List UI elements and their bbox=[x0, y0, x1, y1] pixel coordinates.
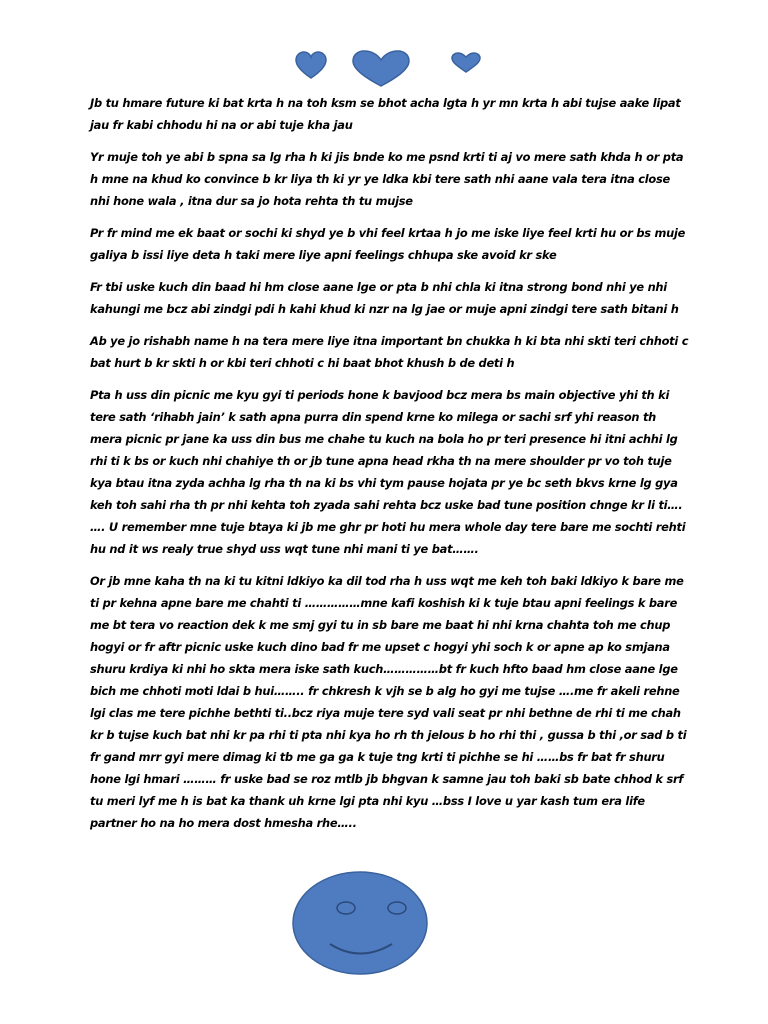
paragraph: Pr fr mind me ek baat or sochi ki shyd ye b vhi feel krtaa h jo me iske liye feel krti hu or bs muje galiya b issi liye deta h taki mere liye apni feelings chhupa ske avoid kr ske bbox=[90, 226, 686, 262]
heart-icon bbox=[452, 53, 480, 72]
paragraph: Pta h uss din picnic me kyu gyi ti periods hone k bavjood bcz mera bs main objective yhi th ki tere sath ‘rihabh jain’ k sath apna purra din spend krne ko milega or sachi srf yhi reason th mera picnic pr jane ka uss din bus me chahe tu kuch na bola ho pr teri presence hi itni achhi lg rhi ti k bs or kuch nhi chahiye th or jb tune apna head rkha th na mere shoulder pr vo toh tuje kya btau itna zyda achha lg rha th na ki bs vhi tym pause hojata pr ye bc seth bkvs krne lg gya keh toh sahi rha th pr nhi kehta toh zyada sahi rehta bcz uske bad tune position chnge kr li ti…. …. U remember mne tuje btaya ki jb me ghr pr hoti hu mera whole day tere bare me sochti rehti hu nd it ws realy true shyd uss wqt tune nhi mani ti ye bat……. bbox=[90, 388, 686, 556]
letter-body bbox=[90, 92, 690, 844]
smiley-face bbox=[293, 872, 427, 974]
paragraph: Or jb mne kaha th na ki tu kitni ldkiyo ka dil tod rha h uss wqt me keh toh baki ldkiyo k bare me ti pr kehna apne bare me chahti ti ……………mne kafi koshish ki k tuje btau apni feelings k bare me bt tera vo reaction dek k me smj gyi tu in sb bare me baat hi nhi krna chahta toh me chup hogyi or fr aftr picnic uske kuch dino bad fr me upset c hogyi yhi soch k or apne ap ko smjana shuru krdiya ki nhi ho skta mera iske sath kuch……………bt fr kuch hfto baad hm close aane lge bich me chhoti moti ldai b hui…….. fr chkresh k vjh se b alg ho gyi me tujse ….me fr akeli rehne lgi clas me tere pichhe bethti ti..bcz riya muje tere syd vali seat pr nhi bethne de rhi ti me chah kr b tujse kuch bat nhi kr pa rhi ti pta nhi kya ho rh th jelous b ho rhi thi , gussa b thi ,or sad b ti fr gand mrr gyi mere dimag ki tb me ga ga k tuje tng krti ti pichhe se hi ……bs fr bat fr shuru hone lgi hmari ……… fr uske bad se roz mtlb jb bhgvan k samne jau toh baki sb bate chhod k srf tu meri lyf me h is bat ka thank uh krne lgi pta nhi kyu …bss I love u yar kash tum era life partner ho na ho mera dost hmesha rhe….. bbox=[90, 574, 687, 830]
left-eye bbox=[337, 902, 355, 914]
heart-icon bbox=[353, 51, 409, 86]
heart-icon bbox=[296, 52, 326, 78]
hearts-row bbox=[0, 48, 768, 92]
right-eye bbox=[388, 902, 406, 914]
paragraph: Ab ye jo rishabh name h na tera mere liye itna important bn chukka h ki bta nhi skti teri chhoti c bat hurt b kr skti h or kbi teri chhoti c hi baat bhot khush b de deti h bbox=[90, 334, 689, 370]
paragraph: Fr tbi uske kuch din baad hi hm close aane lge or pta b nhi chla ki itna strong bond nhi ye nhi kahungi me bcz abi zindgi pdi h kahi khud ki nzr na lg jae or muje apni zindgi tere sath bitani h bbox=[90, 280, 679, 316]
paragraph: Jb tu hmare future ki bat krta h na toh ksm se bhot acha lgta h yr mn krta h abi tujse aake lipat jau fr kabi chhodu hi na or abi tuje kha jau bbox=[90, 96, 681, 132]
smiley-face-icon bbox=[290, 867, 430, 977]
paragraph: Yr muje toh ye abi b spna sa lg rha h ki jis bnde ko me psnd krti ti aj vo mere sath khda h or pta h mne na khud ko convince b kr liya th ki yr ye ldka kbi tere sath nhi aane vala tera itna close nhi hone wala , itna dur sa jo hota rehta th tu mujse bbox=[90, 150, 684, 208]
